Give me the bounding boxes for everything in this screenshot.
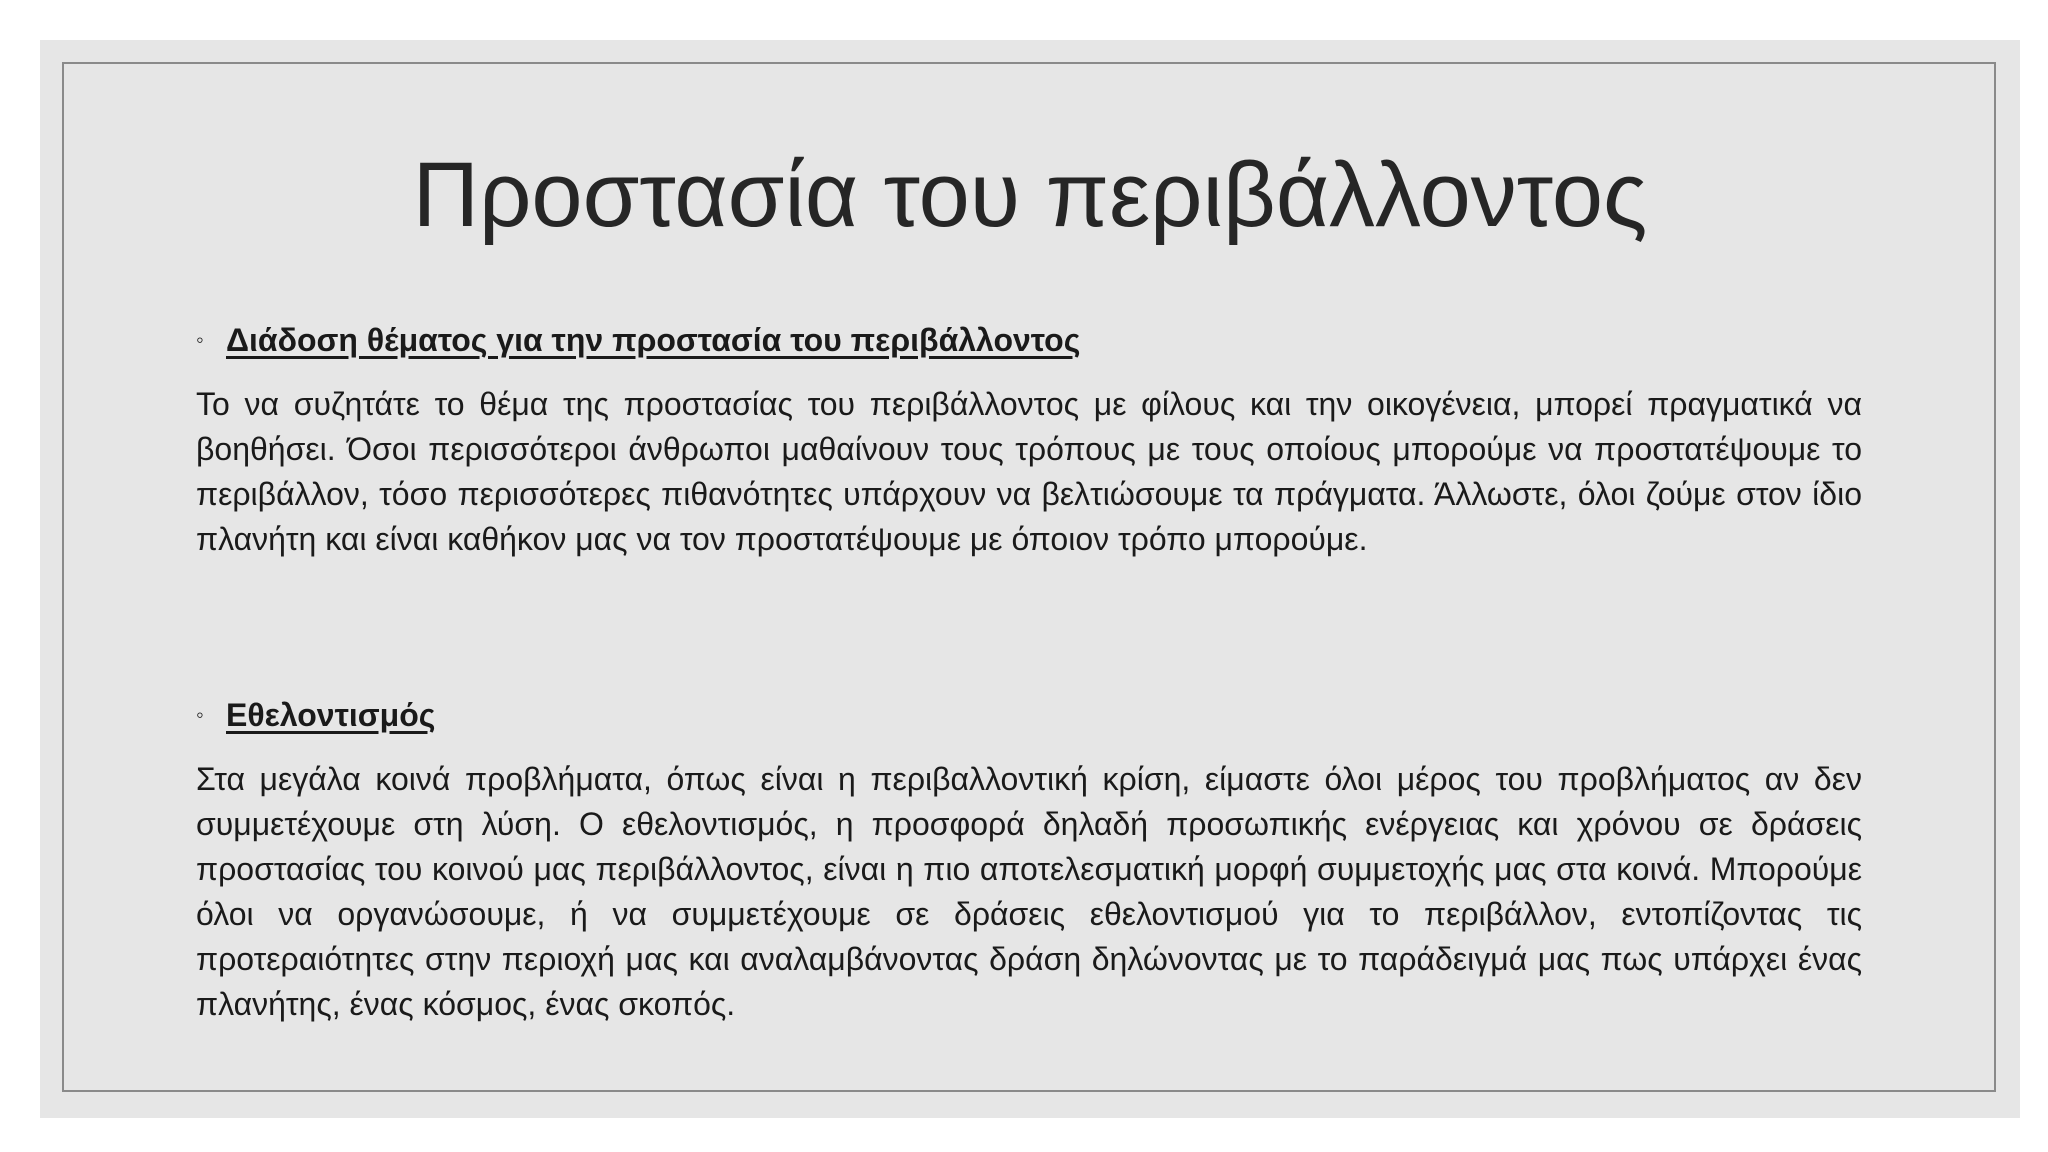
section-paragraph: Στα μεγάλα κοινά προβλήματα, όπως είναι η περιβαλλοντική κρίση, είμαστε όλοι μέρος του προβλήματος αν δεν συμμετέχουμε στη λύση. Ο εθελοντισμός, η προσφορά δηλαδή προσωπικής ενέργειας και χρόνου σε δράσεις προστασίας του κοινού μας περιβάλλοντος, είναι η πιο αποτελεσματική μορφή συμμετοχής μας στα κοινά. Μπορούμε όλοι να οργανώσουμε, ή να συμμετέχουμε σε δράσεις εθελοντισμού για το περιβάλλον, εντοπίζοντας τις προτεραιότητες στην περιοχή μας και αναλαμβάνοντας δράση δηλώνοντας με το παράδειγμά μας πως υπάρχει ένας πλανήτης, ένας κόσμος, ένας σκοπός. (196, 761, 1862, 1022)
section-paragraph: Το να συζητάτε το θέμα της προστασίας του περιβάλλοντος με φίλους και την οικογένεια, μπορεί πραγματικά να βοηθήσει. Όσοι περισσότεροι άνθρωποι μαθαίνουν τους τρόπους με τους οποίους μπορούμε να προστατέψουμε το περιβάλλον, τόσο περισσότερες πιθανότητες υπάρχουν να βελτιώσουμε τα πράγματα. Άλλωστε, όλοι ζούμε στον ίδιο πλανήτη και είναι καθήκον μας να τον προστατέψουμε με όποιον τρόπο μπορούμε. (196, 386, 1862, 557)
section-heading-row (196, 322, 1862, 372)
bullet-circle-icon: ◦ (196, 702, 204, 727)
section-volunteering (196, 697, 1862, 1027)
section-heading: Διάδοση θέματος για την προστασία του περιβάλλοντος (226, 322, 1081, 358)
slide-title: Προστασία του περιβάλλοντος (412, 144, 1648, 246)
bullet-circle-icon: ◦ (196, 327, 204, 352)
section-heading: Εθελοντισμός (226, 697, 436, 733)
section-heading-row (196, 697, 1862, 747)
slide (40, 40, 2020, 1118)
section-awareness (196, 322, 1862, 562)
